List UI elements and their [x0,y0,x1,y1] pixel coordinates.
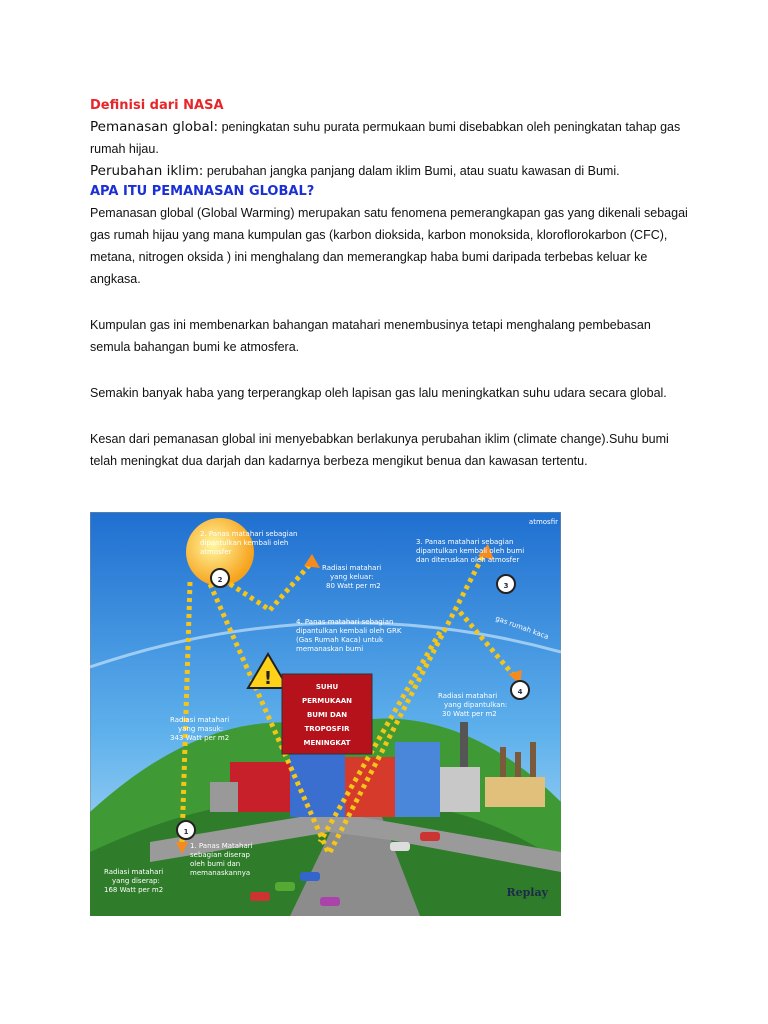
definition-heading: Definisi dari NASA [90,98,224,113]
svg-text:Radiasi matahari: Radiasi matahari [322,564,382,572]
svg-text:2. Panas matahari sebagian: 2. Panas matahari sebagian [200,530,298,538]
svg-text:1. Panas Matahari: 1. Panas Matahari [190,842,253,850]
svg-text:SUHU: SUHU [315,683,339,691]
diagram-svg [90,512,561,916]
radiation-in-label [170,716,229,742]
global-warming-text: peningkatan suhu purata permukaan bumi disebabkan oleh peningkatan tahap gas rumah hijau. [90,120,681,156]
warning-mark: ! [263,668,273,689]
svg-text:4. Panas matahari sebagian: 4. Panas matahari sebagian [296,618,394,626]
svg-text:MENINGKAT: MENINGKAT [303,739,351,747]
svg-text:Radiasi matahari: Radiasi matahari [438,692,498,700]
svg-text:1: 1 [183,828,189,836]
svg-text:4: 4 [517,688,523,696]
svg-text:yang dipantulkan:: yang dipantulkan: [444,701,508,709]
svg-text:Radiasi matahari: Radiasi matahari [170,716,230,724]
svg-text:343 Watt per m2: 343 Watt per m2 [170,734,230,742]
svg-text:yang masuk:: yang masuk: [178,725,224,733]
climate-change-term: Perubahan iklim: [90,163,204,179]
svg-text:atmosfer: atmosfer [200,548,232,556]
svg-text:dipantulkan kembali oleh GRK: dipantulkan kembali oleh GRK [296,627,402,635]
gas-rumah-kaca-label: gas rumah kaca [494,614,550,642]
greenhouse-effect-diagram [90,512,561,916]
radiation-out-label [322,564,381,590]
svg-text:yang keluar:: yang keluar: [330,573,374,581]
svg-text:PERMUKAAN: PERMUKAAN [301,697,353,705]
step3-label [416,538,524,564]
paragraph-2: Kumpulan gas ini membenarkan bahangan matahari menembusinya tetapi menghalang pembebasan semula bahangan bumi ke atmosfera. [90,318,651,354]
question-heading: APA ITU PEMANASAN GLOBAL? [90,184,315,199]
svg-text:168 Watt per m2: 168 Watt per m2 [104,886,164,894]
svg-text:Radiasi matahari: Radiasi matahari [104,868,164,876]
global-warming-term: Pemanasan global: [90,119,219,135]
svg-text:3: 3 [503,582,509,590]
svg-text:sebagian diserap: sebagian diserap [190,851,250,859]
svg-text:30 Watt per m2: 30 Watt per m2 [442,710,497,718]
svg-text:dipantulkan kembali oleh: dipantulkan kembali oleh [200,539,289,547]
radiation-absorbed-label [104,868,163,894]
paragraph-3: Semakin banyak haba yang terperangkap oleh lapisan gas lalu meningkatkan suhu udara secara global. [90,386,667,400]
svg-text:(Gas Rumah Kaca) untuk: (Gas Rumah Kaca) untuk [296,636,384,644]
svg-text:TROPOSFIR: TROPOSFIR [304,725,350,733]
svg-text:80 Watt per m2: 80 Watt per m2 [326,582,381,590]
svg-text:yang diserap:: yang diserap: [112,877,160,885]
svg-text:2: 2 [217,576,223,584]
svg-text:oleh bumi dan: oleh bumi dan [190,860,241,868]
paragraph-4: Kesan dari pemanasan global ini menyebabkan berlakunya perubahan iklim (climate change).Suhu bumi telah meningkat dua darjah dan kadarnya berbeza mengikut benua dan kawasan tertentu. [90,432,669,468]
climate-change-definition [90,160,690,182]
replay-button[interactable]: Replay [506,886,548,899]
svg-text:dan diteruskan oleh atmosfer: dan diteruskan oleh atmosfer [416,556,520,564]
paragraph-1: Pemanasan global (Global Warming) merupakan satu fenomena pemerangkapan gas yang dikenali sebagai gas rumah hijau yang mana kumpulan gas (karbon dioksida, karbon monoksida, kloroflorokarbon (CFC), metana, nitrogen oksida ) ini menghalang dan memerangkap haba bumi daripada terbebas keluar ke angkasa. [90,206,688,286]
atmosfir-label: atmosfir [528,518,558,526]
svg-text:dipantulkan kembali oleh bumi: dipantulkan kembali oleh bumi [416,547,525,555]
svg-text:BUMI DAN: BUMI DAN [306,711,348,719]
global-warming-definition [90,116,690,160]
svg-text:memanaskan bumi: memanaskan bumi [296,645,364,653]
svg-text:3. Panas matahari sebagian: 3. Panas matahari sebagian [416,538,514,546]
climate-change-text: perubahan jangka panjang dalam iklim Bumi, atau suatu kawasan di Bumi. [203,164,620,178]
svg-text:memanaskannya: memanaskannya [190,869,251,877]
article-text [90,96,690,472]
temperature-banner [282,674,372,754]
